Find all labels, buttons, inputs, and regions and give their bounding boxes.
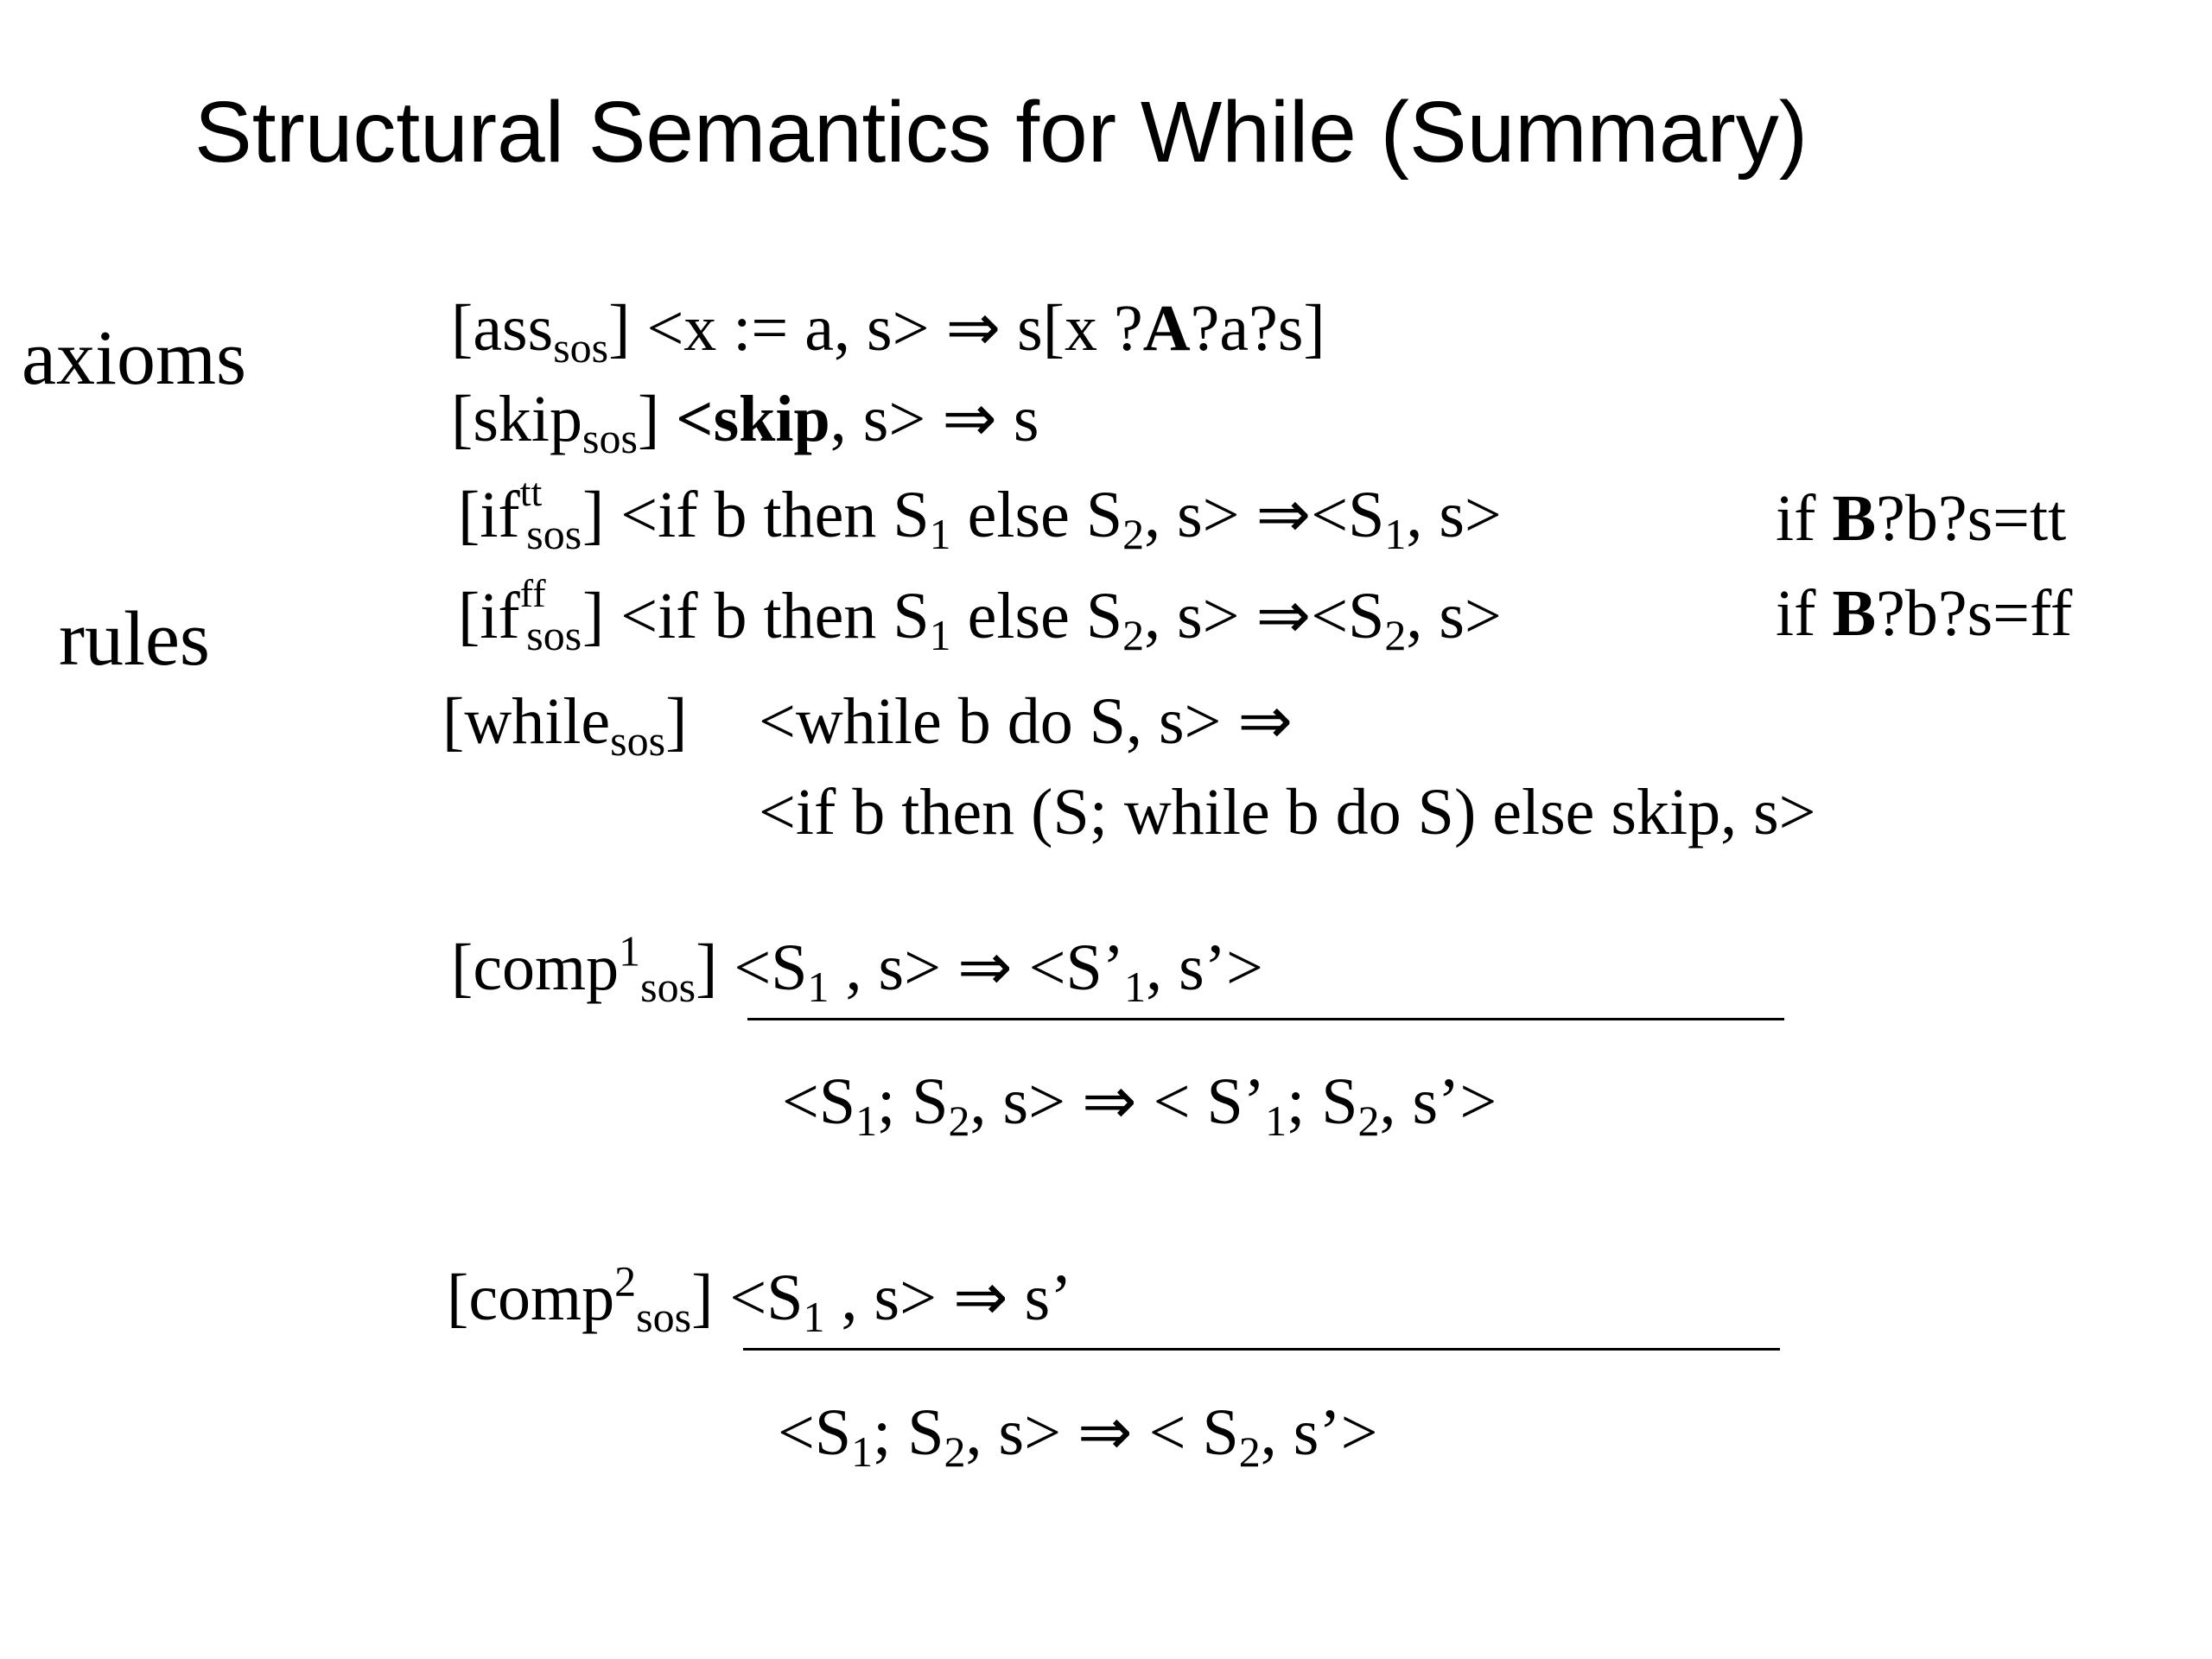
rule-name: skip: [473, 383, 583, 455]
slide-title: Structural Semantics for While (Summary): [194, 84, 1808, 181]
rules-label: rules: [59, 596, 210, 682]
rule-comp1-conclusion: $<S_1$; $S_2$, s> ⇒ < $S’_1$; $S_2$, s’>: [782, 1065, 1497, 1145]
rule-comp2-conclusion: $<S_1$; $S_2$, s> ⇒ < $S_2$, s’>: [778, 1396, 1378, 1476]
while-line-1: <while b do S, s> ⇒: [759, 685, 1294, 758]
condition-tt: if B?b?s=tt: [1776, 482, 2067, 555]
rule-name: ass: [473, 292, 554, 365]
axiom-skip: [skip$_{sos}$] <skip, s> ⇒ s: [451, 383, 1039, 462]
rule-comp2-premise: [comp$^2_{sos}$] $<S_1$ , s> ⇒ s’: [447, 1256, 1072, 1341]
axiom-ass: [ass$_{sos}$] <x := a, s> ⇒ s[x ?A?a?s]: [451, 292, 1325, 372]
comp2-inference-bar: [743, 1348, 1780, 1351]
rule-comp1-premise: [comp$^1_{sos}$] $<S_1$ , s> ⇒ $<S’_1$, s’>: [451, 926, 1263, 1011]
axiom-if-tt: [if tt sos ] <if b then $S_1$ else $S_2$, $s> \Rightarrow<S_1$, s>: [458, 469, 1502, 558]
condition-ff: if B?b?s=ff: [1776, 577, 2073, 650]
comp1-inference-bar: [747, 1018, 1784, 1020]
while-line-2: <if b then (S; while b do S) else skip, s>: [759, 776, 1816, 849]
axioms-label: axioms: [22, 315, 246, 401]
axiom-while: [while$_{sos}$]: [442, 685, 688, 765]
axiom-if-ff: [if ff sos ] <if b then $S_1$ else $S_2$, $s> \Rightarrow<S_2$, s>: [458, 570, 1502, 659]
